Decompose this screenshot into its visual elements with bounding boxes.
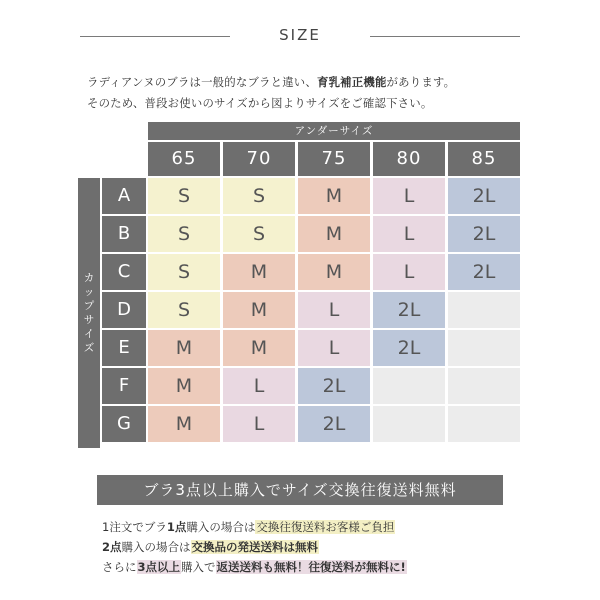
size-cell: L [298, 330, 370, 366]
cup-size-E: E [102, 330, 146, 366]
table-row [102, 216, 520, 252]
size-cell: 2L [448, 254, 520, 290]
size-cell [448, 406, 520, 442]
intro-text-c: があります。 [386, 75, 456, 89]
size-cell [373, 406, 445, 442]
size-cell: 2L [298, 406, 370, 442]
under-size-header: アンダーサイズ [148, 122, 520, 140]
cup-size-C: C [102, 254, 146, 290]
note1-highlight: 交換往復送料お客様ご負担 [256, 520, 395, 534]
size-cell: S [148, 216, 220, 252]
note-line-3 [102, 558, 532, 578]
table-row [102, 292, 520, 328]
size-cell: M [223, 254, 295, 290]
table-row [102, 406, 520, 442]
cup-label-char: イ [83, 328, 95, 340]
size-cell: M [298, 216, 370, 252]
cup-label-char: カ [83, 272, 95, 284]
under-size-col-65: 65 [148, 142, 220, 176]
size-cell [448, 368, 520, 404]
title-divider-right [370, 36, 520, 37]
size-cell: L [373, 178, 445, 214]
size-cell: S [223, 178, 295, 214]
size-cell: M [148, 330, 220, 366]
size-cell: S [148, 292, 220, 328]
cup-size-G: G [102, 406, 146, 442]
intro-text [87, 72, 527, 114]
note-line-1 [102, 518, 532, 538]
under-size-col-75: 75 [298, 142, 370, 176]
note1-text-c: 購入の場合は [186, 520, 256, 534]
note3-text-a: さらに [102, 560, 137, 574]
under-size-columns [148, 142, 520, 176]
size-cell [448, 292, 520, 328]
size-cell: L [373, 254, 445, 290]
cup-size-B: B [102, 216, 146, 252]
cup-label-char: ズ [83, 342, 95, 354]
intro-line-1 [87, 72, 527, 93]
section-title [80, 24, 520, 48]
table-row [102, 254, 520, 290]
under-size-col-85: 85 [448, 142, 520, 176]
cup-size-label [78, 178, 100, 448]
size-cell: M [298, 254, 370, 290]
free-exchange-banner: ブラ3点以上購入でサイズ交換往復送料無料 [97, 475, 503, 505]
note-line-2 [102, 538, 532, 558]
size-cell: 2L [448, 216, 520, 252]
size-cell: M [223, 292, 295, 328]
cup-size-D: D [102, 292, 146, 328]
table-row [102, 178, 520, 214]
note3-text-c: 購入で [181, 560, 216, 574]
cup-size-F: F [102, 368, 146, 404]
table-row [102, 330, 520, 366]
note1-text-a: 1注文でブラ [102, 520, 167, 534]
intro-emphasis: 育乳補正機能 [317, 75, 387, 89]
size-cell: M [148, 406, 220, 442]
size-cell [448, 330, 520, 366]
note3-quantity: 3点以上 [137, 560, 181, 574]
size-cell: 2L [373, 292, 445, 328]
size-cell: S [223, 216, 295, 252]
size-cell: S [148, 254, 220, 290]
size-cell: 2L [448, 178, 520, 214]
page-title: SIZE [279, 26, 321, 44]
table-row [102, 368, 520, 404]
cup-label-char: サ [83, 314, 95, 326]
size-cell: L [298, 292, 370, 328]
cup-size-A: A [102, 178, 146, 214]
under-size-col-70: 70 [223, 142, 295, 176]
note3-highlight: 返送送料も無料！往復送料が無料に! [216, 560, 406, 574]
size-cell: M [298, 178, 370, 214]
intro-line-2: そのため、普段お使いのサイズから図よりサイズをご確認下さい。 [87, 96, 433, 110]
size-cell: M [148, 368, 220, 404]
note2-text-b: 購入の場合は [121, 540, 191, 554]
size-cell: S [148, 178, 220, 214]
size-cell: L [223, 368, 295, 404]
cup-label-char: ッ [83, 286, 95, 298]
cup-label-char: プ [83, 300, 95, 312]
size-cell [373, 368, 445, 404]
shipping-notes [102, 518, 532, 578]
intro-text-a: ラディアンヌのブラは一般的なブラと違い、 [87, 75, 317, 89]
size-cell: M [223, 330, 295, 366]
size-cell: 2L [373, 330, 445, 366]
size-cell: L [373, 216, 445, 252]
size-table-body [102, 178, 520, 444]
note2-quantity: 2点 [102, 540, 122, 554]
size-cell: 2L [298, 368, 370, 404]
under-size-col-80: 80 [373, 142, 445, 176]
note2-highlight: 交換品の発送送料は無料 [191, 540, 319, 554]
size-cell: L [223, 406, 295, 442]
note1-quantity: 1点 [166, 520, 187, 534]
